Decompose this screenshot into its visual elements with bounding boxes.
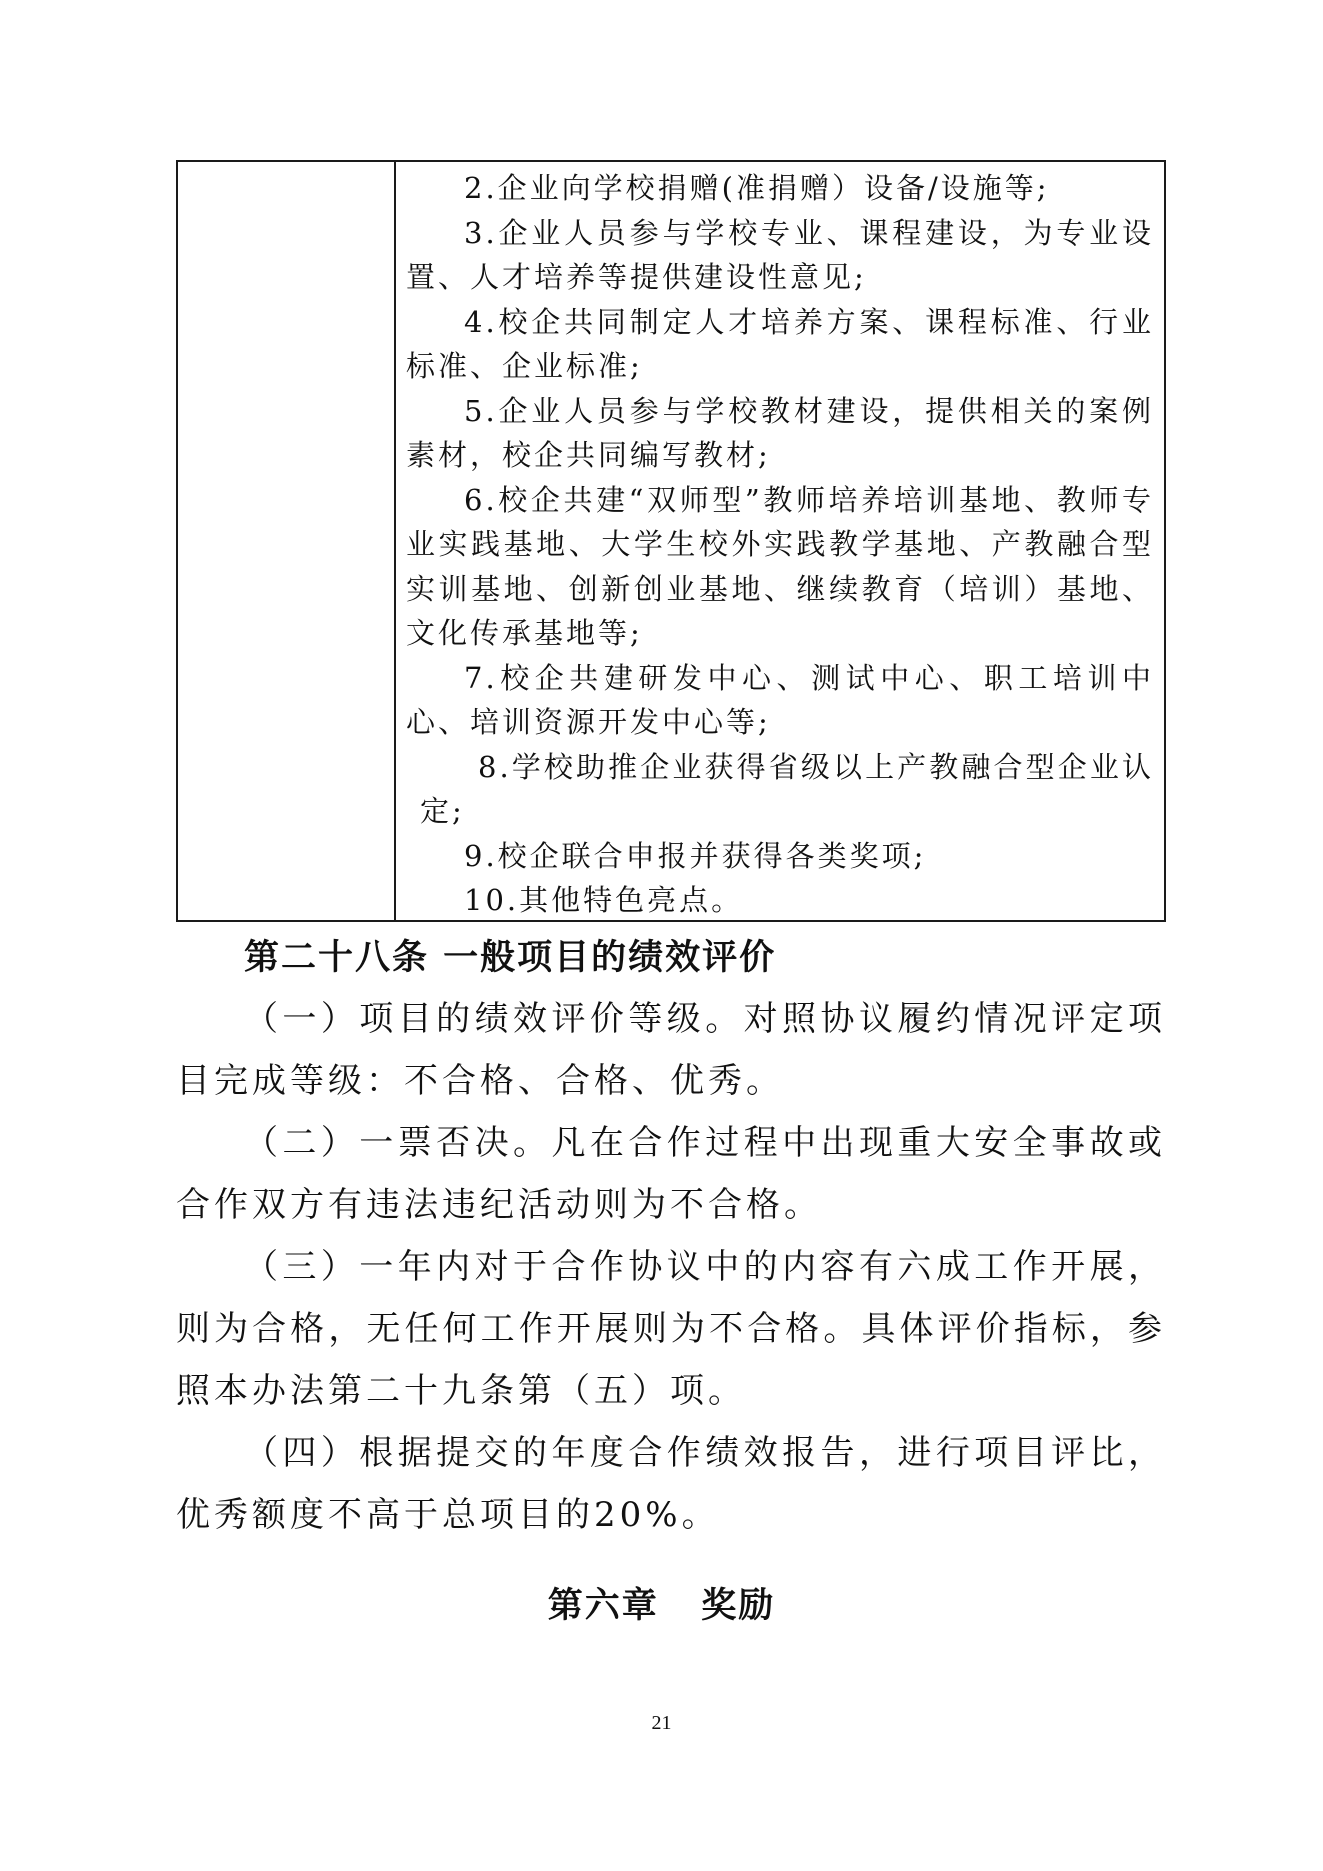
article-heading: 第二十八条 一般项目的绩效评价 xyxy=(244,937,777,978)
article-paragraph: （四）根据提交的年度合作绩效报告，进行项目评比，优秀额度不高于总项目的20%。 xyxy=(176,1433,1166,1535)
article-paragraph: （三）一年内对于合作协议中的内容有六成工作开展，则为合格，无任何工作开展则为不合格。具体评价指标，参照本办法第二十九条第（五）项。 xyxy=(176,1247,1166,1411)
chapter-heading: 第六章 奖励 xyxy=(547,1585,776,1626)
table-item: 7.校企共建研发中心、测试中心、职工培训中心、培训资源开发中心等; xyxy=(406,660,1154,739)
article-paragraph: （一）项目的绩效评价等级。对照协议履约情况评定项目完成等级：不合格、合格、优秀。 xyxy=(176,999,1166,1101)
page-number: 21 xyxy=(651,1712,672,1734)
table-item: 2.企业向学校捐赠(准捐赠）设备/设施等; xyxy=(464,171,1050,205)
article-body xyxy=(176,988,1166,1546)
table-item: 6.校企共建“双师型”教师培养培训基地、教师专业实践基地、大学生校外实践教学基地、产教融合型实训基地、创新创业基地、继续教育（培训）基地、文化传承基地等; xyxy=(406,482,1154,650)
criteria-table xyxy=(176,160,1166,922)
table-item: 4.校企共同制定人才培养方案、课程标准、行业标准、企业标准; xyxy=(406,304,1154,383)
table-item: 8.学校助推企业获得省级以上产教融合型企业认定; xyxy=(420,749,1154,828)
table-item: 9.校企联合申报并获得各类奖项; xyxy=(464,838,927,873)
article-paragraph: （二）一票否决。凡在合作过程中出现重大安全事故或合作双方有违法违纪活动则为不合格。 xyxy=(176,1123,1166,1225)
table-right-cell xyxy=(396,162,1164,920)
table-item: 3.企业人员参与学校专业、课程建设，为专业设置、人才培养等提供建设性意见; xyxy=(406,215,1154,294)
table-item: 10.其他特色亮点。 xyxy=(464,883,744,917)
table-item: 5.企业人员参与学校教材建设，提供相关的案例素材，校企共同编写教材; xyxy=(406,393,1154,472)
table-left-cell xyxy=(178,162,396,920)
